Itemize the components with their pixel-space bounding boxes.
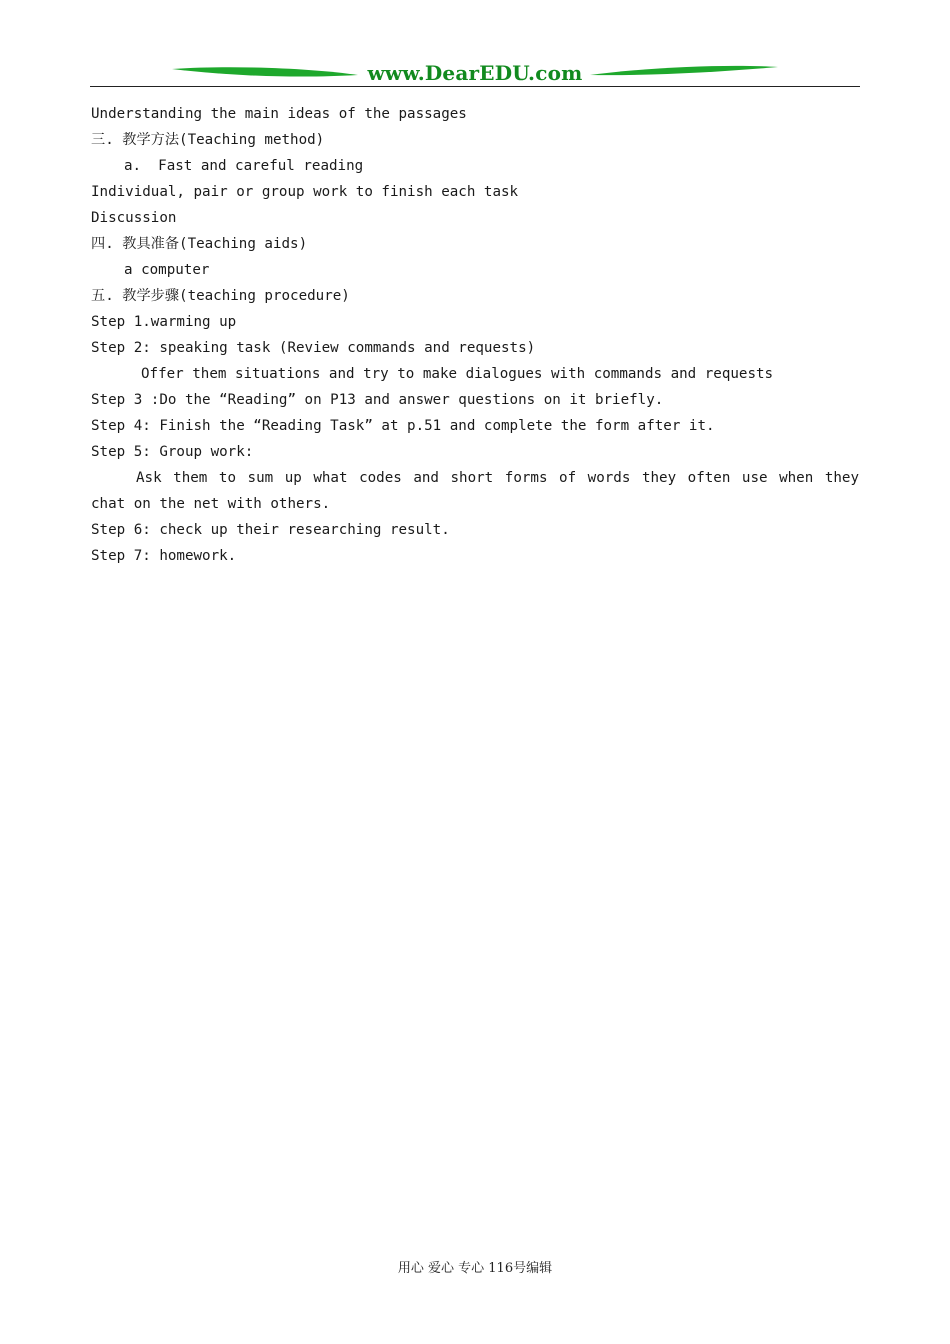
- header-divider: [90, 86, 860, 87]
- section-heading-teaching-aids: 四. 教具准备(Teaching aids): [91, 236, 308, 252]
- method-item-reading: a. Fast and careful reading: [124, 158, 364, 174]
- step-3: Step 3 :Do the “Reading” on P13 and answer questions on it briefly.: [91, 392, 664, 408]
- method-item-discussion: Discussion: [91, 210, 177, 226]
- page-header: [90, 58, 860, 90]
- body-line-objective: Understanding the main ideas of the passages: [91, 106, 467, 122]
- step-6: Step 6: check up their researching result.: [91, 522, 450, 538]
- step-2-detail: Offer them situations and try to make dialogues with commands and requests: [141, 366, 774, 382]
- step-5-detail: Ask them to sum up what codes and short forms of words they often use when they: [136, 470, 859, 486]
- section-heading-teaching-method: 三. 教学方法(Teaching method): [91, 132, 325, 148]
- step-1: Step 1.warming up: [91, 314, 237, 330]
- step-4: Step 4: Finish the “Reading Task” at p.51 and complete the form after it.: [91, 418, 715, 434]
- method-item-group-work: Individual, pair or group work to finish each task: [91, 184, 519, 200]
- step-5-detail-continued: chat on the net with others.: [91, 496, 331, 512]
- document-body: [91, 101, 859, 569]
- section-heading-procedure: 五. 教学步骤(teaching procedure): [91, 288, 350, 304]
- step-7: Step 7: homework.: [91, 548, 237, 564]
- aid-item-computer: a computer: [124, 262, 210, 278]
- site-logo[interactable]: www.DearEDU.com: [367, 61, 583, 85]
- step-5: Step 5: Group work:: [91, 444, 254, 460]
- page-footer: 用心 爱心 专心 116号编辑: [397, 1261, 553, 1276]
- step-2: Step 2: speaking task (Review commands and requests): [91, 340, 536, 356]
